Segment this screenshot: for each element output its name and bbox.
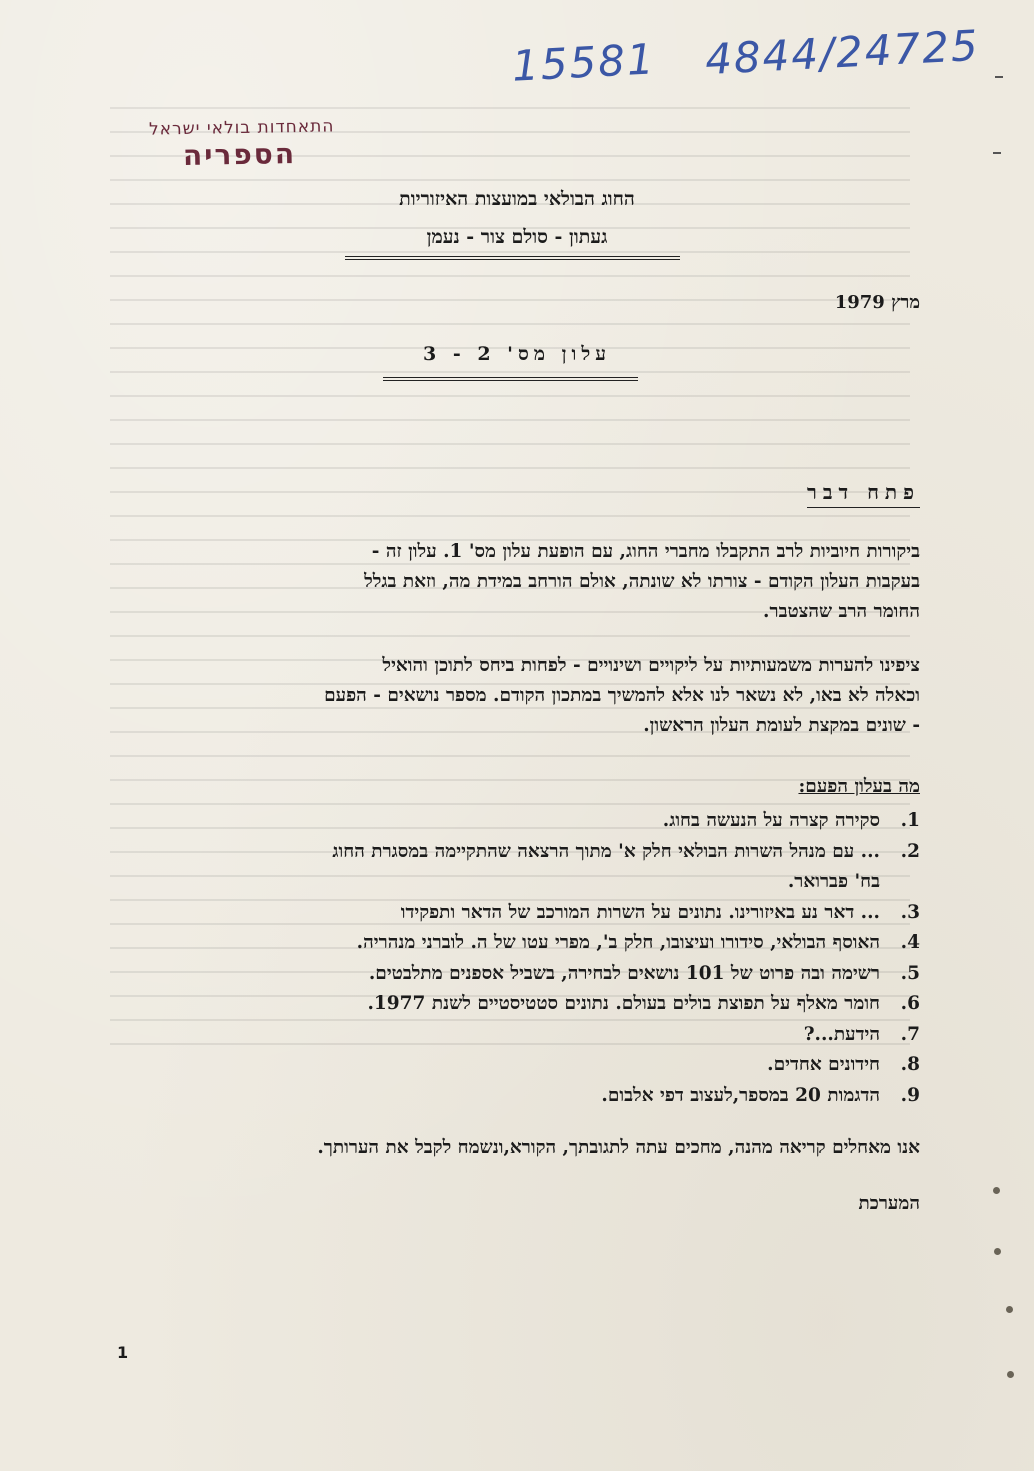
list-item xyxy=(120,989,920,1020)
item-text: רשימה ובה פרוט של 101 נושאים לבחירה, בשביל אספנים מתלבטים. xyxy=(368,962,880,984)
list-item xyxy=(120,959,920,990)
list-item xyxy=(120,928,920,959)
paragraph-line: וכאלה לא באו, לא נשאר לנו אלא להמשיך במתכון הקודם. מספר נושאים - הפעם xyxy=(324,685,920,706)
paragraph-line: ביקורות חיוביות לרב התקבלו מחברי החוג, עם הופעת עלון מס' 1. עלון זה - xyxy=(371,541,920,562)
item-number: 4. xyxy=(900,932,920,953)
library-stamp-title: הספריה xyxy=(182,137,297,172)
paragraph-line: בעקבות העלון הקודם - צורתו לא שונתה, אולם הורחב במידת מה, וזאת בגלל xyxy=(364,571,920,592)
foreword-heading: פתח דבר xyxy=(807,480,920,508)
header-line-1: החוג הבולאי במועצות האיזוריות xyxy=(399,188,635,210)
item-number: 5. xyxy=(900,962,920,984)
list-item xyxy=(120,1050,920,1081)
item-number: 3. xyxy=(900,901,920,923)
paragraph-line: - שונים במקצת לעומת העלון הראשון. xyxy=(643,715,920,736)
list-item xyxy=(120,1081,920,1112)
item-text: חידונים אחדים. xyxy=(767,1054,880,1075)
item-text: ... עם מנהל השרות הבולאי חלק א' מתוך הרצאה שהתקיימה במסגרת החוג xyxy=(332,840,880,862)
item-text: האוסף הבולאי, סידורו ועיצובו, חלק ב', מפרי עטו של ה. לוברני מנהריה. xyxy=(356,932,880,953)
foreword-paragraph-1 xyxy=(120,537,920,627)
list-item xyxy=(120,1020,920,1051)
issue-number: עלון מס' 2 - 3 xyxy=(422,343,612,365)
header-line-2: געתון - סולם צור - נעמן xyxy=(426,226,608,248)
punch-mark xyxy=(1006,1306,1013,1313)
item-text: סקירה קצרה על הנעשה בחוג. xyxy=(662,810,880,831)
contents-list xyxy=(120,806,920,1164)
list-item-continuation xyxy=(120,867,920,898)
library-stamp-organization: התאחדות בולאי ישראל xyxy=(148,116,335,140)
catalog-number: 15581 xyxy=(510,34,657,91)
issue-underline xyxy=(383,377,638,381)
edge-mark xyxy=(995,76,1003,78)
catalog-reference: 4844/24725 xyxy=(703,20,981,85)
item-number: 1. xyxy=(900,810,920,831)
issue-date: מרץ 1979 xyxy=(834,292,920,313)
punch-mark xyxy=(994,1248,1001,1255)
item-text: הדגמות 20 במספר,לעצוב דפי אלבום. xyxy=(601,1084,880,1106)
item-number: 2. xyxy=(900,840,920,862)
paragraph-line: החומר הרב שהצטבר. xyxy=(763,601,920,622)
item-text: חומר מאלף על תפוצת בולים בעולם. נתונים סטטיסטיים לשנת 1977. xyxy=(367,993,880,1014)
item-text: ... דאר נע באיזורינו. נתונים על השרות המורכב של הדאר ותפקידו xyxy=(400,901,880,923)
paragraph-line: ציפינו להערות משמעותיות על ליקויים ושינויים - לפחות ביחס לתוכן והואיל xyxy=(382,655,920,676)
edge-mark xyxy=(993,152,1001,154)
header-underline xyxy=(345,256,680,260)
item-text: בח' פברואר. xyxy=(787,871,880,892)
page-number: 1 xyxy=(117,1343,129,1362)
foreword-paragraph-2 xyxy=(120,651,920,741)
item-number: 6. xyxy=(900,993,920,1014)
signature: המערכת xyxy=(858,1193,920,1214)
punch-mark xyxy=(993,1187,1000,1194)
item-number: 9. xyxy=(900,1084,920,1106)
list-item xyxy=(120,837,920,868)
closing-line: אנו מאחלים קריאה מהנה, מחכים עתה לתגובתך, הקורא,ונשמח לקבל את הערותך. xyxy=(317,1137,920,1158)
punch-mark xyxy=(1007,1371,1014,1378)
list-item xyxy=(120,806,920,837)
item-text: הידעת...? xyxy=(803,1023,880,1045)
item-number: 7. xyxy=(900,1023,920,1045)
contents-title: מה בעלון הפעם: xyxy=(798,776,920,797)
list-item xyxy=(120,898,920,929)
item-number: 8. xyxy=(900,1054,920,1075)
